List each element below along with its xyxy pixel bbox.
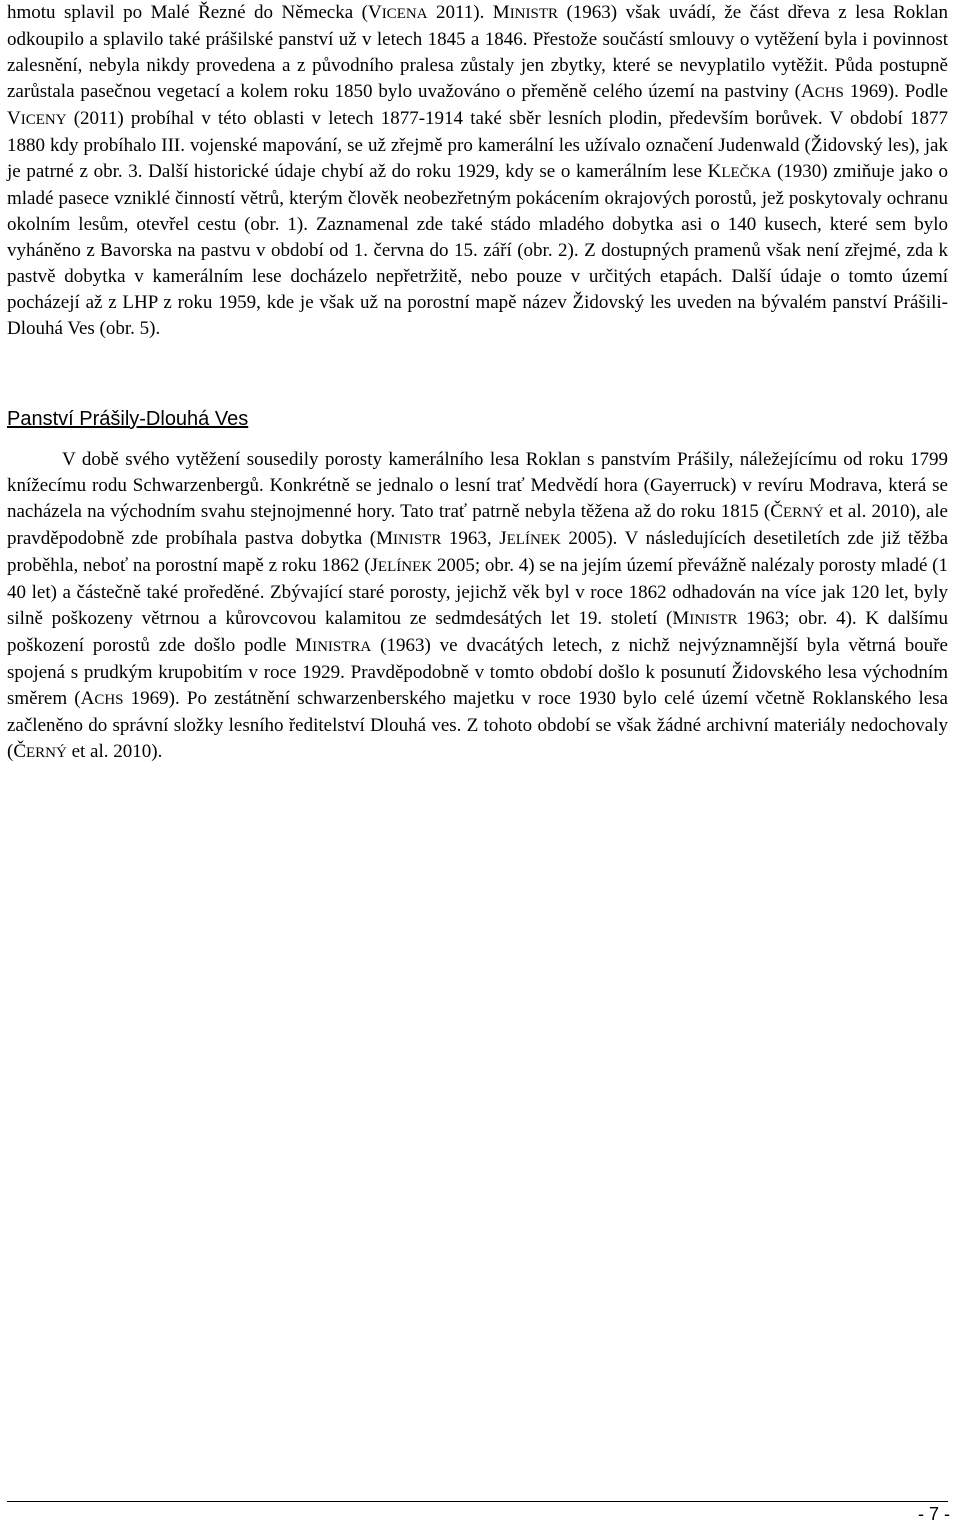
- text-run: 1969). Po zestátnění schwarzenberského majetku v roce 1930 bylo celé území včetně Roklanského lesa začleněno do správní složky lesního ředitelství Dlouhá ves. Z tohoto období se však žádné archivní materiály nedochovaly (Č: [7, 688, 948, 762]
- body-paragraph-1: [7, 0, 948, 342]
- text-run: (2011) probíhal v této oblasti v letech 1877-1914 také sběr lesních plodin, především borůvek. V období 1877 1880 kdy probíhalo III. vojenské mapování, se už zřejmě pro kamerální les užívalo označení Judenwald (Židovský les), jak je patrné z obr. 3. Další historické údaje chybí až do roku 1929, kdy se o kamerálním lese K: [7, 108, 948, 182]
- author-smallcaps: ERNÝ: [782, 505, 824, 521]
- text-run: et al. 2010), ale pravděpodobně zde probíhala pastva dobytka (M: [7, 501, 948, 549]
- text-run: 1969). Podle V: [7, 81, 948, 129]
- author-smallcaps: INISTR: [689, 612, 738, 628]
- text-run: 1963; obr. 4). K dalšímu poškození porostů zde došlo podle M: [7, 608, 948, 656]
- footer-divider: [7, 1501, 948, 1502]
- text-run: 2011). M: [427, 2, 510, 23]
- author-smallcaps: INISTR: [393, 532, 442, 548]
- section-heading: Panství Prášily-Dlouhá Ves: [7, 408, 249, 430]
- text-run: 2005). V následujících desetiletích zde již těžba proběhla, neboť na porostní mapě z roku 1862 (J: [7, 528, 948, 576]
- author-smallcaps: CHS: [814, 85, 844, 101]
- text-run: V době svého vytěžení sousedily porosty kamerálního lesa Roklan s panstvím Prášily, náležejícímu od roku 1799 knížecímu rodu Schwarzenbergů. Konkrétně se jednalo o lesní trať Medvědí hora (Gayerruck) v revíru Modrava, která se nacházela na východním svahu stejnojmenné hory. Tato trať patrně nebyla těžena až do roku 1815 (Č: [7, 449, 948, 522]
- page-number: - 7 -: [917, 1504, 950, 1524]
- author-smallcaps: LEČKA: [721, 165, 772, 181]
- author-smallcaps: ICENY: [20, 112, 67, 128]
- text-run: (1963) však uvádí, že část dřeva z lesa Roklan odkoupilo a splavilo také prášilské panství už v letech 1845 a 1846. Přestože součástí smlouvy o vytěžení byla i povinnost zalesnění, nebyla nikdy provedena a z původního pralesa zůstaly jen zbytky, které se nevyplatilo vytěžit. Půda postupně zarůstala pasečnou vegetací a kolem roku 1850 bylo uvažováno o přeměně celého území na pastviny (A: [7, 2, 948, 102]
- author-smallcaps: ELÍNEK: [506, 532, 561, 548]
- author-smallcaps: ERNÝ: [26, 745, 67, 761]
- author-smallcaps: ELÍNEK: [377, 559, 433, 575]
- text-run: et al. 2010).: [66, 741, 163, 762]
- body-paragraph-2: [7, 447, 948, 766]
- text-run: (1963) ve dvacátých letech, z nichž nejvýznamnější byla větrná bouře spojená s prudkým krupobitím v roce 1929. Pravděpodobně v tomto období došlo k posunutí Židovského lesa východním směrem (A: [7, 635, 948, 709]
- author-smallcaps: INISTR: [509, 6, 559, 22]
- text-run: (1930) zmiňuje jako o mladé pasece vzniklé činností větrů, kterým člověk neobezřetným pokácením okrajových porostů, jež poskytovaly ochranu okolním lesům, otevřel cestu (obr. 1). Zaznamenal zde také stádo mladého dobytka asi o 140 kusech, které sem bylo vyháněno z Bavorska na pastvu v období od 1. června do 15. září (obr. 2). Z dostupných pramenů však není zřejmé, zda k pastvě dobytka v kamerálním lese docházelo nepřetržitě, nebo pouze v určitých etapách. Další údaje o tomto území pocházejí až z LHP z roku 1959, kde je však už na porostní mapě název Židovský les uveden na bývalém panství Prášili-Dlouhá Ves (obr. 5).: [7, 161, 948, 339]
- text-run: hmotu splavil po Malé Řezné do Německa (V: [7, 2, 382, 23]
- text-run: 2005; obr. 4) se na jejím území převážně nalézaly porosty mladé (1 40 let) a částečně také proředěné. Zbývající staré porosty, jejichž věk byl v roce 1862 odhadován na více jak 120 let, byly silně poškozeny větrnou a kůrovcovou kalamitou ze sedmdesátých let 19. století (M: [7, 555, 948, 629]
- text-run: 1963, J: [441, 528, 507, 549]
- author-smallcaps: ICENA: [381, 6, 428, 22]
- author-smallcaps: INISTRA: [312, 639, 372, 655]
- author-smallcaps: CHS: [94, 692, 124, 708]
